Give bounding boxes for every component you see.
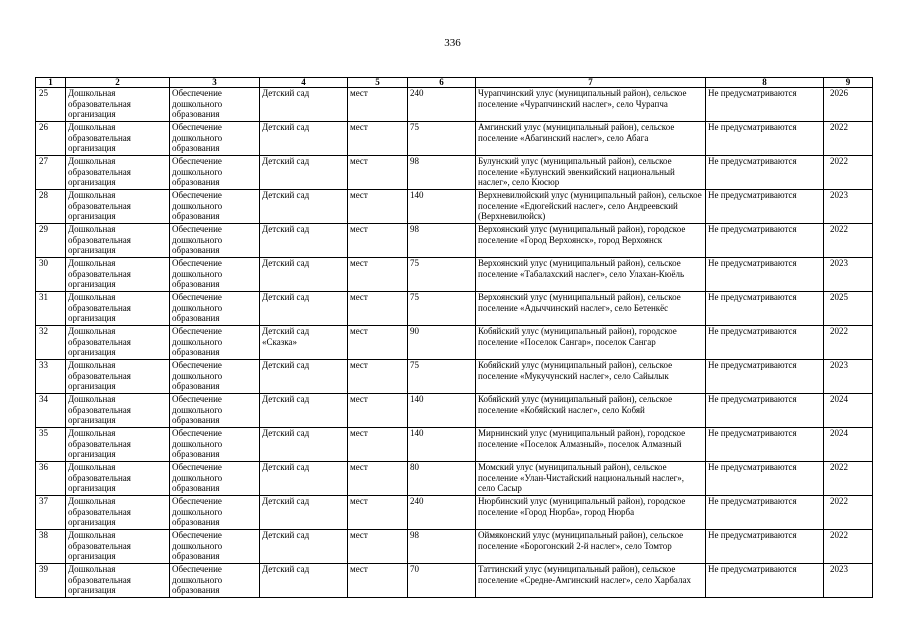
purpose-cell: Обеспечение дошкольного образования: [170, 190, 260, 224]
unit-cell: мест: [348, 258, 408, 292]
row-number-cell: 30: [36, 258, 66, 292]
location-cell: Кобяйский улус (муниципальный район), сельское поселение «Кобяйский наслег», село Кобяй: [476, 394, 706, 428]
location-cell: Момский улус (муниципальный район), сельское поселение «Улан-Чистайский национальный наслег», село Сасыр: [476, 462, 706, 496]
facility-type-cell: Дошкольная образовательная организация: [66, 462, 170, 496]
zones-cell: Не предусматриваются: [706, 326, 824, 360]
facility-type-cell: Дошкольная образовательная организация: [66, 258, 170, 292]
location-cell: Верхоянский улус (муниципальный район), сельское поселение «Адыччинский наслег», село Бетенкёс: [476, 292, 706, 326]
year-cell: 2022: [824, 156, 873, 190]
purpose-cell: Обеспечение дошкольного образования: [170, 258, 260, 292]
location-cell: Кобяйский улус (муниципальный район), сельское поселение «Мукучунский наслег», село Сайылык: [476, 360, 706, 394]
location-cell: Таттинский улус (муниципальный район), сельское поселение «Средне-Амгинский наслег», село Харбалах: [476, 564, 706, 598]
capacity-cell: 75: [408, 360, 476, 394]
table-row: [36, 462, 873, 496]
purpose-cell: Обеспечение дошкольного образования: [170, 360, 260, 394]
unit-cell: мест: [348, 496, 408, 530]
facility-type-cell: Дошкольная образовательная организация: [66, 496, 170, 530]
facility-name-cell: Детский сад: [260, 122, 348, 156]
zones-cell: Не предусматриваются: [706, 462, 824, 496]
year-cell: 2023: [824, 564, 873, 598]
facility-name-cell: Детский сад: [260, 190, 348, 224]
facility-name-cell: Детский сад: [260, 530, 348, 564]
column-header: 3: [170, 78, 260, 88]
purpose-cell: Обеспечение дошкольного образования: [170, 530, 260, 564]
column-header: 4: [260, 78, 348, 88]
year-cell: 2023: [824, 360, 873, 394]
facility-name-cell: Детский сад: [260, 224, 348, 258]
row-number-cell: 38: [36, 530, 66, 564]
capacity-cell: 140: [408, 428, 476, 462]
zones-cell: Не предусматриваются: [706, 496, 824, 530]
table-row: [36, 394, 873, 428]
row-number-cell: 29: [36, 224, 66, 258]
zones-cell: Не предусматриваются: [706, 428, 824, 462]
unit-cell: мест: [348, 428, 408, 462]
capacity-cell: 140: [408, 190, 476, 224]
header-row: [36, 78, 873, 88]
facility-type-cell: Дошкольная образовательная организация: [66, 224, 170, 258]
unit-cell: мест: [348, 122, 408, 156]
table-row: [36, 156, 873, 190]
facility-type-cell: Дошкольная образовательная организация: [66, 292, 170, 326]
facility-type-cell: Дошкольная образовательная организация: [66, 122, 170, 156]
zones-cell: Не предусматриваются: [706, 224, 824, 258]
table-row: [36, 360, 873, 394]
year-cell: 2026: [824, 88, 873, 122]
zones-cell: Не предусматриваются: [706, 360, 824, 394]
location-cell: Нюрбинский улус (муниципальный район), городское поселение «Город Нюрба», город Нюрба: [476, 496, 706, 530]
capacity-cell: 80: [408, 462, 476, 496]
purpose-cell: Обеспечение дошкольного образования: [170, 156, 260, 190]
row-number-cell: 31: [36, 292, 66, 326]
purpose-cell: Обеспечение дошкольного образования: [170, 88, 260, 122]
location-cell: Оймяконский улус (муниципальный район), сельское поселение «Борогонский 2-й наслег», село Томтор: [476, 530, 706, 564]
column-header: 7: [476, 78, 706, 88]
row-number-cell: 25: [36, 88, 66, 122]
zones-cell: Не предусматриваются: [706, 156, 824, 190]
capacity-cell: 240: [408, 88, 476, 122]
capacity-cell: 75: [408, 258, 476, 292]
facility-type-cell: Дошкольная образовательная организация: [66, 564, 170, 598]
table-row: [36, 258, 873, 292]
facility-type-cell: Дошкольная образовательная организация: [66, 428, 170, 462]
purpose-cell: Обеспечение дошкольного образования: [170, 394, 260, 428]
purpose-cell: Обеспечение дошкольного образования: [170, 496, 260, 530]
row-number-cell: 32: [36, 326, 66, 360]
location-cell: Мирнинский улус (муниципальный район), городское поселение «Поселок Алмазный», поселок Алмазный: [476, 428, 706, 462]
zones-cell: Не предусматриваются: [706, 564, 824, 598]
year-cell: 2024: [824, 428, 873, 462]
capacity-cell: 90: [408, 326, 476, 360]
row-number-cell: 26: [36, 122, 66, 156]
table-row: [36, 292, 873, 326]
facility-type-cell: Дошкольная образовательная организация: [66, 190, 170, 224]
unit-cell: мест: [348, 394, 408, 428]
unit-cell: мест: [348, 326, 408, 360]
facilities-table: [35, 77, 873, 598]
row-number-cell: 35: [36, 428, 66, 462]
year-cell: 2022: [824, 462, 873, 496]
column-header: 6: [408, 78, 476, 88]
capacity-cell: 98: [408, 530, 476, 564]
column-header: 9: [824, 78, 873, 88]
capacity-cell: 98: [408, 156, 476, 190]
zones-cell: Не предусматриваются: [706, 530, 824, 564]
location-cell: Кобяйский улус (муниципальный район), городское поселение «Поселок Сангар», поселок Сангар: [476, 326, 706, 360]
purpose-cell: Обеспечение дошкольного образования: [170, 462, 260, 496]
unit-cell: мест: [348, 530, 408, 564]
purpose-cell: Обеспечение дошкольного образования: [170, 428, 260, 462]
facility-name-cell: Детский сад: [260, 360, 348, 394]
location-cell: Верхоянский улус (муниципальный район), городское поселение «Город Верхоянск», город Верхоянск: [476, 224, 706, 258]
facility-name-cell: Детский сад: [260, 394, 348, 428]
row-number-cell: 27: [36, 156, 66, 190]
column-header: 2: [66, 78, 170, 88]
table-row: [36, 190, 873, 224]
purpose-cell: Обеспечение дошкольного образования: [170, 122, 260, 156]
facility-name-cell: Детский сад «Сказка»: [260, 326, 348, 360]
facility-name-cell: Детский сад: [260, 292, 348, 326]
column-header: 8: [706, 78, 824, 88]
location-cell: Верхневилюйский улус (муниципальный район), сельское поселение «Едюгейский наслег», село Андреевский (Верхневилюйск): [476, 190, 706, 224]
facility-type-cell: Дошкольная образовательная организация: [66, 360, 170, 394]
unit-cell: мест: [348, 292, 408, 326]
row-number-cell: 37: [36, 496, 66, 530]
page-number: 336: [444, 37, 461, 49]
facility-name-cell: Детский сад: [260, 462, 348, 496]
facility-name-cell: Детский сад: [260, 156, 348, 190]
facility-name-cell: Детский сад: [260, 258, 348, 292]
year-cell: 2025: [824, 292, 873, 326]
facility-type-cell: Дошкольная образовательная организация: [66, 530, 170, 564]
unit-cell: мест: [348, 360, 408, 394]
column-header: 5: [348, 78, 408, 88]
row-number-cell: 28: [36, 190, 66, 224]
year-cell: 2022: [824, 496, 873, 530]
purpose-cell: Обеспечение дошкольного образования: [170, 224, 260, 258]
zones-cell: Не предусматриваются: [706, 292, 824, 326]
row-number-cell: 39: [36, 564, 66, 598]
row-number-cell: 34: [36, 394, 66, 428]
unit-cell: мест: [348, 564, 408, 598]
zones-cell: Не предусматриваются: [706, 190, 824, 224]
purpose-cell: Обеспечение дошкольного образования: [170, 564, 260, 598]
facility-type-cell: Дошкольная образовательная организация: [66, 88, 170, 122]
table-row: [36, 428, 873, 462]
year-cell: 2022: [824, 122, 873, 156]
capacity-cell: 70: [408, 564, 476, 598]
zones-cell: Не предусматриваются: [706, 88, 824, 122]
row-number-cell: 36: [36, 462, 66, 496]
unit-cell: мест: [348, 88, 408, 122]
purpose-cell: Обеспечение дошкольного образования: [170, 326, 260, 360]
purpose-cell: Обеспечение дошкольного образования: [170, 292, 260, 326]
table-row: [36, 224, 873, 258]
facility-name-cell: Детский сад: [260, 564, 348, 598]
year-cell: 2022: [824, 224, 873, 258]
facility-name-cell: Детский сад: [260, 428, 348, 462]
unit-cell: мест: [348, 224, 408, 258]
row-number-cell: 33: [36, 360, 66, 394]
facility-type-cell: Дошкольная образовательная организация: [66, 394, 170, 428]
zones-cell: Не предусматриваются: [706, 394, 824, 428]
table-row: [36, 88, 873, 122]
unit-cell: мест: [348, 190, 408, 224]
facility-name-cell: Детский сад: [260, 496, 348, 530]
unit-cell: мест: [348, 462, 408, 496]
location-cell: Верхоянский улус (муниципальный район), сельское поселение «Табалахский наслег», село Улахан-Кюёль: [476, 258, 706, 292]
capacity-cell: 140: [408, 394, 476, 428]
table-row: [36, 564, 873, 598]
year-cell: 2023: [824, 190, 873, 224]
unit-cell: мест: [348, 156, 408, 190]
location-cell: Чурапчинский улус (муниципальный район), сельское поселение «Чурапчинский наслег», село Чурапча: [476, 88, 706, 122]
table-row: [36, 530, 873, 564]
table-row: [36, 326, 873, 360]
capacity-cell: 75: [408, 122, 476, 156]
table-row: [36, 496, 873, 530]
zones-cell: Не предусматриваются: [706, 122, 824, 156]
table-row: [36, 122, 873, 156]
facility-type-cell: Дошкольная образовательная организация: [66, 326, 170, 360]
location-cell: Булунский улус (муниципальный район), сельское поселение «Булунский эвенкийский национальный наслег», село Кюсюр: [476, 156, 706, 190]
year-cell: 2024: [824, 394, 873, 428]
facility-type-cell: Дошкольная образовательная организация: [66, 156, 170, 190]
location-cell: Амгинский улус (муниципальный район), сельское поселение «Абагинский наслег», село Абага: [476, 122, 706, 156]
capacity-cell: 75: [408, 292, 476, 326]
year-cell: 2022: [824, 326, 873, 360]
zones-cell: Не предусматриваются: [706, 258, 824, 292]
year-cell: 2022: [824, 530, 873, 564]
capacity-cell: 98: [408, 224, 476, 258]
year-cell: 2023: [824, 258, 873, 292]
capacity-cell: 240: [408, 496, 476, 530]
facility-name-cell: Детский сад: [260, 88, 348, 122]
column-header: 1: [36, 78, 66, 88]
